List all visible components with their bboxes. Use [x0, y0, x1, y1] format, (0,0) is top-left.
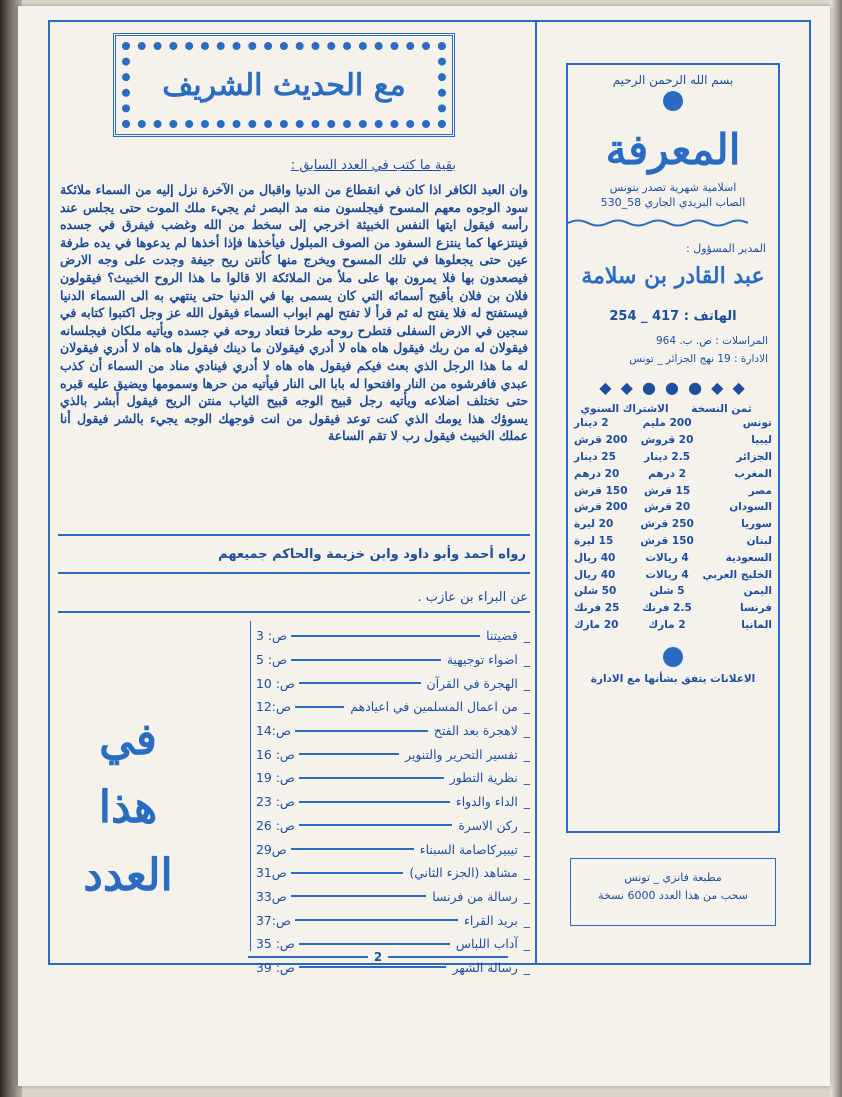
toc-item-title: من اعمال المسلمين في اعيادهم: [350, 699, 518, 715]
toc-item-page: ص: 35: [256, 936, 295, 952]
toc-item: _ الهجرة في القرآن ص: 10: [256, 675, 530, 691]
price-row: الجزائر 2.5 دينار 25 دينار: [574, 450, 772, 463]
toc-item: _ رسالة الشهر ص: 39: [256, 959, 530, 975]
toc-item-title: رسالة من فرنسا: [432, 888, 518, 904]
toc-heading: [68, 706, 188, 910]
mail-line: المراسلات : ص. ب. 964: [655, 335, 768, 347]
toc-item-page: ص: 3: [256, 628, 287, 644]
rule: [58, 611, 530, 613]
price-header-sub: الاشتراك السنوي: [580, 403, 669, 415]
price-row: السودان 20 قرش 200 قرش: [574, 501, 772, 514]
toc-item-page: ص: 19: [256, 770, 295, 786]
basmala: بسم الله الرحمن الرحيم: [612, 73, 734, 87]
toc-item-title: رسالة الشهر: [452, 959, 518, 975]
toc-item-title: الهجرة في القرآن: [426, 675, 518, 691]
column-divider: [535, 20, 537, 965]
toc-item: _ رسالة من فرنسا ص33: [256, 888, 530, 904]
toc-item-page: ص31: [256, 865, 287, 881]
toc-item: _ لاهجرة بعد الفتح ص:14: [256, 723, 530, 739]
toc-item-title: بريد القراء: [464, 912, 518, 928]
toc-item-page: ص:12: [256, 699, 291, 715]
toc-item-page: ص: 16: [256, 746, 295, 762]
wave-ornament-icon: [568, 218, 748, 228]
price-row: المانيا 2 مارك 20 مارك: [574, 618, 772, 631]
price-header: [568, 403, 778, 415]
toc-item-title: ركن الاسرة: [458, 817, 518, 833]
price-row: الخليج العربي 4 ريالات 40 ريال: [574, 568, 772, 581]
price-row: مصر 15 قرش 150 قرش: [574, 484, 772, 497]
price-row: المغرب 2 درهم 20 درهم: [574, 467, 772, 480]
rule: [58, 572, 530, 574]
price-header-copy: ثمن النسخة: [691, 403, 752, 415]
masthead-box: [566, 63, 780, 833]
manager-signature: عبد القادر بن سلامة: [581, 263, 765, 289]
toc-item-page: ص: 23: [256, 794, 295, 810]
ads-note: الاعلانات يتفق بشأنها مع الادارة: [590, 673, 756, 686]
toc-item-title: تيبيركاصامة السبناء: [419, 841, 518, 857]
diamond-ornament-icon: ◆ ◆ ● ● ● ◆ ◆: [599, 378, 747, 397]
toc-item: _ من اعمال المسلمين في اعيادهم ص:12: [256, 699, 530, 715]
toc-separator: [250, 621, 251, 951]
magazine-page: [18, 6, 830, 1086]
phone-line: الهاتف : 417 _ 254: [609, 309, 737, 324]
toc-item-page: ص: 26: [256, 817, 295, 833]
toc-item-page: ص:14: [256, 723, 291, 739]
toc-heading-line: العدد: [83, 850, 173, 901]
description-line: اسلامية شهرية تصدر بتونس: [609, 181, 737, 194]
section-title: مع الحديث الشريف: [162, 67, 406, 103]
toc-heading-line: هذا: [98, 782, 158, 833]
toc-item: _ ركن الاسرة ص: 26: [256, 817, 530, 833]
toc-item: _ اضواء توجيهية ص: 5: [256, 652, 530, 668]
page-number: [248, 950, 508, 964]
toc-item: _ آداب اللباس ص: 35: [256, 936, 530, 952]
toc-item: _ نظرية التطور ص: 19: [256, 770, 530, 786]
price-table: [568, 415, 778, 633]
narrators-line: رواه أحمد وأبو داود وابن خزيمة والحاكم جميعهم: [218, 547, 526, 562]
toc-item-page: ص: 5: [256, 652, 287, 668]
toc-item: _ مشاهد (الجزء الثاني) ص31: [256, 865, 530, 881]
toc-item: _ بريد القراء ص:37: [256, 912, 530, 928]
price-row: لبنان 150 قرش 15 ليرة: [574, 534, 772, 547]
toc-item-title: مشاهد (الجزء الثاني): [409, 865, 518, 881]
magazine-description: [568, 180, 778, 210]
toc-item-page: ص: 10: [256, 675, 295, 691]
toc-item-title: اضواء توجيهية: [446, 652, 518, 668]
toc-item-title: آداب اللباس: [455, 936, 518, 952]
description-line: الصاب البريدي الجاري 58_530: [600, 196, 746, 209]
dot-ornament-icon: [663, 91, 683, 111]
toc-item-title: الداء والدواء: [455, 794, 518, 810]
printer-line: مطبعة فانزي _ تونس: [624, 871, 722, 884]
price-row: السعودية 4 ريالات 40 ريال: [574, 551, 772, 564]
toc-item-title: لاهجرة بعد الفتح: [433, 723, 518, 739]
price-row: فرنسا 2.5 فرنك 25 فرنك: [574, 602, 772, 615]
toc-item-title: قضيتنا: [486, 628, 518, 644]
print-run-line: سحب من هذا العدد 6000 نسخة: [598, 889, 748, 902]
page-edge: [830, 0, 842, 1097]
continuation-note: بقية ما كتب في العدد السابق :: [290, 158, 456, 173]
toc-heading-line: في: [99, 714, 157, 765]
toc-item-page: ص: 39: [256, 959, 295, 975]
toc-item-page: ص:37: [256, 912, 291, 928]
contact-info: [568, 332, 778, 368]
admin-line: الادارة : 19 نهج الجزائر _ تونس: [629, 353, 768, 365]
table-of-contents: [256, 624, 530, 979]
rule: [58, 534, 530, 536]
magazine-logo: المعرفة: [605, 125, 741, 174]
attribution-line: عن البراء بن عازب .: [417, 590, 528, 605]
price-row: سوريا 250 قرش 20 ليرة: [574, 518, 772, 531]
price-row: اليمن 5 شلن 50 شلن: [574, 585, 772, 598]
toc-item-title: تفسير التحرير والتنوير: [405, 746, 518, 762]
title-ornament: [113, 33, 455, 137]
print-info-box: [570, 858, 776, 926]
toc-item-page: ص29: [256, 841, 287, 857]
toc-item-page: ص33: [256, 888, 287, 904]
price-row: ليبيا 20 قروش 200 قرش: [574, 434, 772, 447]
price-row: تونس 200 مليم 2 دينار: [574, 417, 772, 430]
toc-item: _ تفسير التحرير والتنوير ص: 16: [256, 746, 530, 762]
dot-ornament-icon: [663, 647, 683, 667]
manager-label: المدير المسؤول :: [686, 242, 766, 255]
toc-item: _ الداء والدواء ص: 23: [256, 794, 530, 810]
toc-item: _ تيبيركاصامة السبناء ص29: [256, 841, 530, 857]
page-number-text: 2: [373, 950, 383, 964]
toc-item-title: نظرية التطور: [449, 770, 518, 786]
title-ornament-inner: [122, 42, 446, 128]
toc-item: _ قضيتنا ص: 3: [256, 628, 530, 644]
hadith-text: وان العبد الكافر اذا كان في انقطاع من الدنيا واقبال من الآخرة نزل إليه من السماء ملائكة سود الوجوه معهم المسوح فيجلسون منه مد البصر ثم يجيء ملك الموت حتى يجلس عند رأسه فيقول ايتها النفس الخبيثة اخرجي إلى سخط من الله وغضب فيفرق في جسده فينتزعها كما ينتزع السفود من الصوف المبلول فيأخذها فإذا أخذها لم يدعوها في يده طرفة عين حتى يجعلوها في تلك المسوح ويخرج منها كأنتن ريح جيفة وجدت على وجه الارض فيصعدون بها فلا يمرون بها على ملأ من الملائكة الا قالوا ما هذا الروح الخبيث؟ فيقولون فلان بن فلان بأقبح أسمائه التي كان يسمى بها في الدنيا حتى ينتهي به الى السماء الدنيا فيستفتح له فلا يفتح له ثم قرأ لا تفتح لهم ابواب السماء فيقول الله عز وجل اكتبوا كتابه في سجين في الارض السفلى فتطرح روحه طرحا فتعاد روحه في جسده ويأتيه ملكان فيجلسانه فيقولان له من ربك فيقول هاه هاه لا أدري فيقولان ما دينك فيقول هاه هاه لا أدري فيقولان له ما هذا الرجل الذي بعث فيكم فيقول هاه هاه لا أدري فينادي مناد من السماء أن كذب عبدي فافرشوه من النار وافتحوا له بابا الى النار فيأتيه من حرها وسمومها ويضيق عليه قبره حتى تختلف اضلاعه ويأتيه رجل قبيح الوجه قبيح الثياب منتن الريح فيقول أبشر بالذي يسوؤك هذا يومك الذي كنت توعد فيقول من انت فوجهك الوجه يجيء بالشر فيقول أنا عملك الخبيث فيقول رب لا تقم الساعة: [60, 182, 528, 444]
